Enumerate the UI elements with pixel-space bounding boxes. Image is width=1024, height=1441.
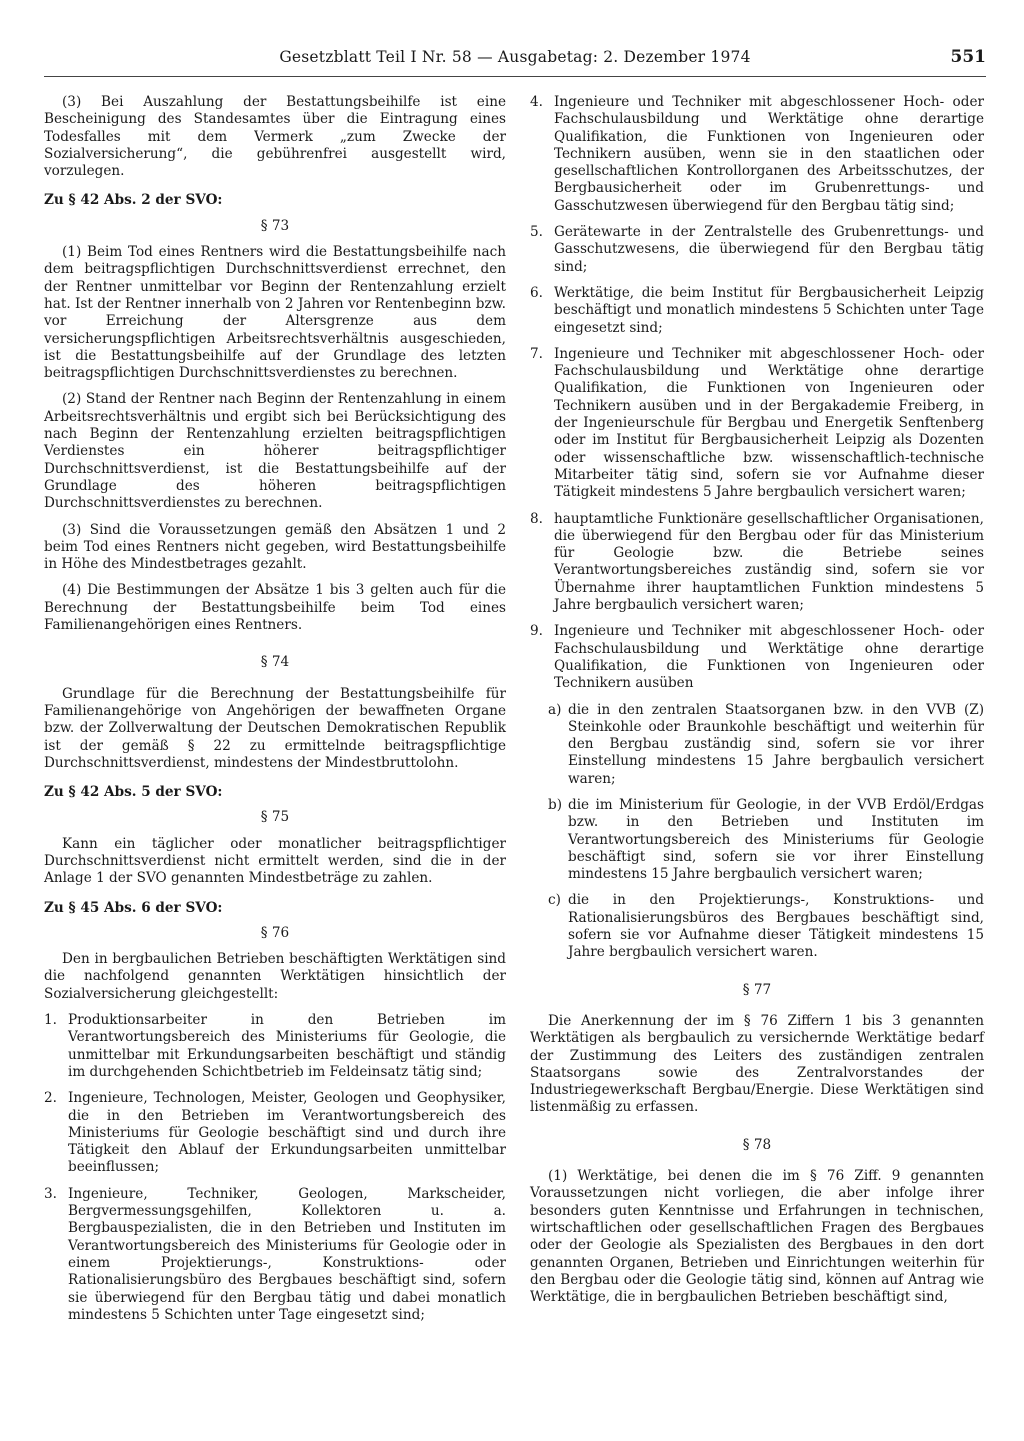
paragraph-77: Die Anerkennung der im § 76 Ziffern 1 bis 3 genannten Werktätigen als bergbaulich zu versichernde Werktätige bedarf der Zustimmung des Leiters des zuständigen zentralen Staatsorgans sowie des Zentralvorstandes der Industriegewerkschaft Bergbau/Energie. Diese Werktätigen sind listenmäßig zu erfassen. [530, 1012, 984, 1116]
sub-list-item [530, 892, 984, 961]
sub-list-item-letter: a) [548, 701, 562, 718]
list-item-text: Produktionsarbeiter in den Betrieben im Verantwortungsbereich des Ministeriums für Geologie, die unmittelbar mit Erkundungsarbeiten beschäftigt und ständig im durchgehenden Schichtbetrieb im Feldeinsatz tätig sind; [68, 1012, 506, 1080]
list-item [530, 623, 984, 692]
sub-list-item-letter: b) [548, 796, 563, 813]
section-75-heading: § 75 [260, 809, 290, 826]
section-reference-heading: Zu § 42 Abs. 2 der SVO: [44, 192, 223, 209]
section-reference-heading: Zu § 42 Abs. 5 der SVO: [44, 784, 223, 801]
list-item [44, 1186, 506, 1324]
list-item [530, 224, 984, 276]
page-header [44, 44, 986, 77]
paragraph-73-1: (1) Beim Tod eines Rentners wird die Bestattungsbeihilfe nach dem beitragspflichtigen Durchschnittsverdienst errechnet, den der Rentner unmittelbar vor Beginn der Rentenzahlung erzielt hat. Ist der Rentner innerhalb von 2 Jahren vor Rentenbeginn bzw. vor Erreichung der Altersgrenze aus dem versicherungspflichtigen Arbeitsrechtsverhältnis ausgeschieden, ist die Bestattungsbeihilfe auf der Grundlage des letzten beitragspflichtigen Durchschnittsverdienstes zu berechnen. [44, 244, 506, 382]
paragraph-76: Den in bergbaulichen Betrieben beschäftigten Werktätigen sind die nachfolgend genannten Werktätigen hinsichtlich der Sozialversicherung gleichgestellt: [44, 951, 506, 1002]
left-column [44, 94, 506, 1333]
paragraph-78-1: (1) Werktätige, bei denen die im § 76 Ziff. 9 genannten Voraussetzungen nicht vorliegen, die aber infolge ihrer besonders guten Kenntnisse und Erfahrungen in technischen, wirtschaftlichen oder gesellschaftlichen Fragen des Bergbaues oder der Geologie als Spezialisten des Bergbaues in den dort genannten Organen, Betrieben und Einrichtungen weiterhin für den Bergbau oder die Geologie tätig sind, können auf Antrag wie Werktätige, die in bergbaulichen Betrieben beschäftigt sind, [530, 1168, 984, 1306]
paragraph-74: Grundlage für die Berechnung der Bestattungsbeihilfe für Familienangehörige von Angehörigen der bewaffneten Organe bzw. der Zollverwaltung der Deutschen Demokratischen Republik ist der gemäß § 22 zu ermittelnde beitragspflichtige Durchschnittsverdienst, mindestens der Mindestbruttolohn. [44, 685, 506, 771]
section-74-heading: § 74 [260, 654, 290, 671]
list-item [530, 511, 984, 615]
list-item-number: 5. [530, 224, 543, 241]
section-78-heading: § 78 [742, 1136, 772, 1153]
list-item [530, 94, 984, 215]
list-item-number: 6. [530, 284, 543, 301]
list-item [44, 1012, 506, 1081]
right-column [530, 94, 984, 1315]
list-item-text: hauptamtliche Funktionäre gesellschaftlicher Organisationen, die überwiegend für den Bergbau oder für das Ministerium für Geologie bzw. die Betriebe seines Verantwortungsbereiches zuständig sind, sofern sie vor Übernahme ihrer hauptamtlichen Funktion mindestens 5 Jahre bergbaulich versichert waren; [554, 510, 984, 614]
list-item-number: 8. [530, 510, 543, 527]
list-item-number: 4. [530, 94, 543, 110]
paragraph-72-3: (3) Bei Auszahlung der Bestattungsbeihilfe ist eine Bescheinigung des Standesamtes über die Eintragung eines Todesfalles mit dem Vermerk „zum Zwecke der Sozialversicherung“, die gebührenfrei ausgestellt wird, vorzulegen. [44, 94, 506, 180]
list-item [44, 1090, 506, 1176]
paragraph-73-2: (2) Stand der Rentner nach Beginn der Rentenzahlung in einem Arbeitsrechtsverhältnis und ergibt sich bei Berücksichtigung des nach Beginn der Rentenzahlung erzielten beitragspflichtigen Verdienstes ein höherer beitragspflichtiger Durchschnittsverdienst, ist die Bestattungsbeihilfe auf der Grundlage des höheren beitragspflichtigen Durchschnittsverdienstes zu berechnen. [44, 391, 506, 512]
list-item-text: Ingenieure, Technologen, Meister, Geologen und Geophysiker, die in den Betrieben im Verantwortungsbereich des Ministeriums für Geologie beschäftigt sind und durch ihre Tätigkeit den Ablauf der Erkundungsarbeiten unmittelbar beeinflussen; [68, 1090, 506, 1176]
list-item-text: Werktätige, die beim Institut für Bergbausicherheit Leipzig beschäftigt und monatlich mindestens 5 Schichten unter Tage eingesetzt sind; [554, 284, 984, 336]
list-item-text: Ingenieure, Techniker, Geologen, Markscheider, Bergvermessungsgehilfen, Kollektoren u. a. Bergbauspezialisten, die in den Betrieben und Instituten im Verantwortungsbereich des Ministeriums für Geologie oder in einem Projektierungs-, Konstruktions- oder Rationalisierungsbüro des Bergbaues beschäftigt sind, sofern sie überwiegend für den Bergbau tätig und dabei monatlich mindestens 5 Schichten unter Tage eingesetzt sind; [68, 1185, 506, 1323]
section-77-heading: § 77 [742, 981, 772, 998]
list-item-number: 1. [44, 1012, 57, 1029]
section-reference-heading: Zu § 45 Abs. 6 der SVO: [44, 899, 223, 916]
section-76-heading: § 76 [260, 924, 290, 941]
list-item-number: 9. [530, 623, 543, 640]
page-number: 551 [950, 47, 986, 67]
list-item-number: 7. [530, 345, 543, 362]
sub-list-item-text: die in den zentralen Staatsorganen bzw. in den VVB (Z) Steinkohle oder Braunkohle beschäftigt und weiterhin für den Bergbau zuständig sind, sofern sie vor ihrer Einstellung mindestens 15 Jahre bergbaulich versichert waren; [568, 701, 984, 787]
sub-list-item-text: die im Ministerium für Geologie, in der VVB Erdöl/Erdgas bzw. in den Betrieben und Instituten im Verantwortungsbereich des Ministeriums für Geologie beschäftigt sind, sofern sie vor ihrer Einstellung mindestens 15 Jahre bergbaulich versichert waren; [568, 796, 984, 883]
sub-list-item-letter: c) [548, 892, 561, 909]
gazette-title: Gesetzblatt Teil I Nr. 58 — Ausgabetag: 2. Dezember 1974 [279, 48, 751, 66]
sub-list-item [530, 797, 984, 883]
list-item [530, 285, 984, 337]
list-item-text: Ingenieure und Techniker mit abgeschlossener Hoch- oder Fachschulausbildung und Werktätige ohne derartige Qualifikation, die Funktionen von Ingenieuren oder Technikern ausüben und in der Bergakademie Freiberg, in der Ingenieurschule für Bergbau und Energetik Senftenberg oder im Institut für Bergbausicherheit Leipzig als Dozenten oder wissenschaftliche bzw. wissenschaftlich-technische Mitarbeiter tätig sind, sofern sie vor Aufnahme dieser Tätigkeit mindestens 5 Jahre bergbaulich versichert waren; [554, 345, 984, 501]
sub-list-item-text: die in den Projektierungs-, Konstruktions- und Rationalisierungsbüros des Bergbaues beschäftigt sind, sofern sie vor Aufnahme dieser Tätigkeit mindestens 15 Jahre bergbaulich versichert waren. [568, 892, 984, 961]
section-73-heading: § 73 [260, 217, 290, 234]
paragraph-73-4: (4) Die Bestimmungen der Absätze 1 bis 3 gelten auch für die Berechnung der Bestattungsbeihilfe beim Tod eines Familienangehörigen eines Rentners. [44, 582, 506, 634]
list-item-number: 3. [44, 1185, 57, 1202]
list-item-text: Ingenieure und Techniker mit abgeschlossener Hoch- oder Fachschulausbildung und Werktätige ohne derartige Qualifikation, die Funktionen von Ingenieuren oder Technikern ausüben, wenn sie in den staatlichen oder gesellschaftlichen Kontrollorganen des Arbeitsschutzes, der Bergbausicherheit oder im Grubenrettungs- und Gasschutzwesen überwiegend für den Bergbau tätig sind; [554, 94, 984, 214]
list-item-text: Gerätewarte in der Zentralstelle des Grubenrettungs- und Gasschutzwesens, die überwiegend für den Bergbau tätig sind; [554, 224, 984, 275]
list-item-text: Ingenieure und Techniker mit abgeschlossener Hoch- oder Fachschulausbildung und Werktätige ohne derartige Qualifikation, die Funktionen von Ingenieuren oder Technikern ausüben [554, 623, 984, 692]
list-item [530, 346, 984, 502]
list-item-number: 2. [44, 1090, 57, 1107]
paragraph-73-3: (3) Sind die Voraussetzungen gemäß den Absätzen 1 und 2 beim Tod eines Rentners nicht gegeben, wird Bestattungsbeihilfe in Höhe des Mindestbetrages gezahlt. [44, 521, 506, 573]
sub-list-item [530, 702, 984, 788]
paragraph-75: Kann ein täglicher oder monatlicher beitragspflichtiger Durchschnittsverdienst nicht ermittelt werden, sind die in der Anlage 1 der SVO genannten Mindestbeträge zu zahlen. [44, 835, 506, 887]
